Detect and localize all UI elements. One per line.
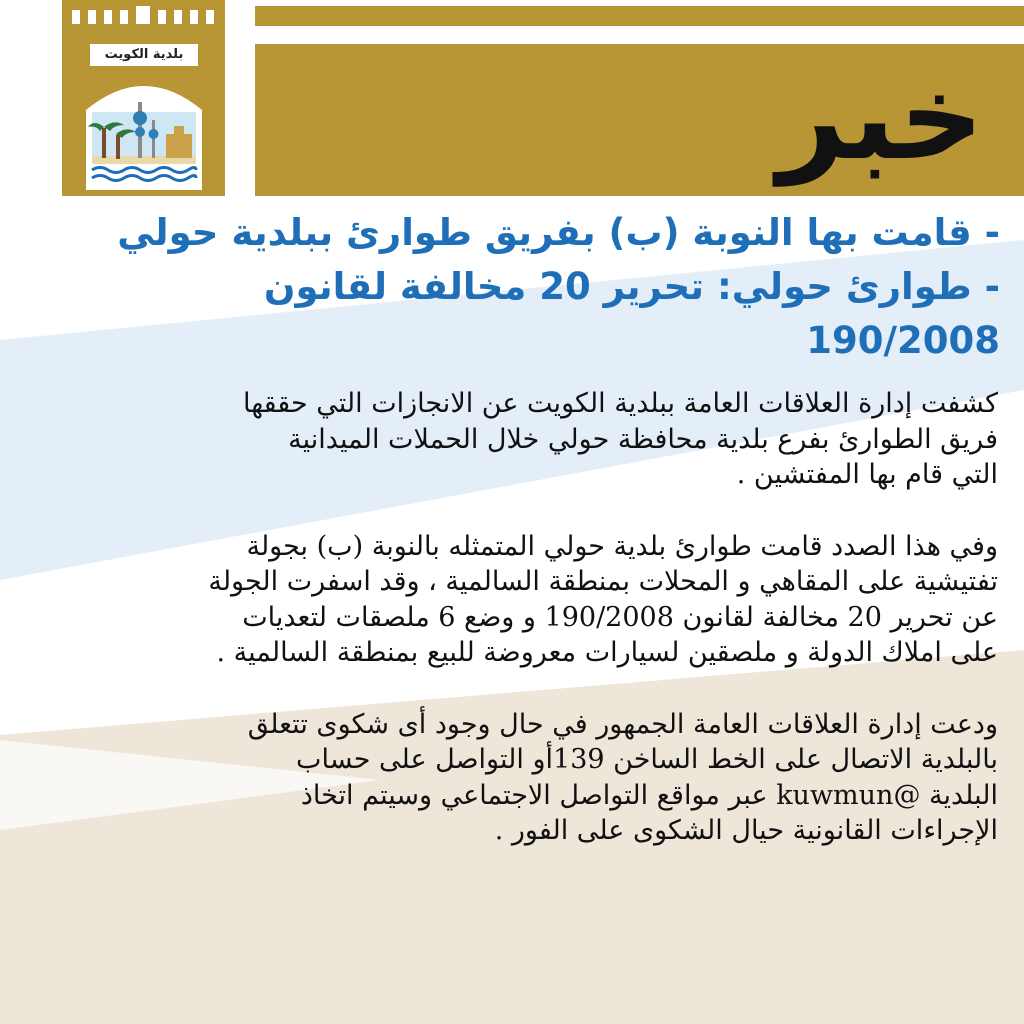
header-top-bar — [255, 6, 1024, 26]
body-line: التي قام بها المفتشين . — [736, 459, 998, 490]
logo-name-label: بلدية الكويت — [90, 44, 198, 66]
headline — [10, 206, 1000, 368]
headline-line: 190/2008 — [806, 319, 1000, 362]
kuwait-towers-icon — [82, 72, 206, 190]
body-line: كشفت إدارة العلاقات العامة ببلدية الكويت عن الانجازات التي حققها — [242, 388, 998, 419]
body-line: على املاك الدولة و ملصقين لسيارات معروضة للبيع بمنطقة السالمية . — [216, 637, 998, 668]
headline-line: - طوارئ حولي: تحرير 20 مخالفة لقانون — [263, 265, 1000, 308]
news-badge-title: خبر — [777, 48, 984, 186]
headline-line: - قامت بها النوبة (ب) بفريق طوارئ ببلدية حولي — [117, 211, 1000, 254]
paragraph-contact — [18, 707, 998, 849]
body-line: بالبلدية الاتصال على الخط الساخن 139أو التواصل على حساب — [296, 744, 998, 775]
body-line: الإجراءات القانونية حيال الشكوى على الفور . — [494, 815, 998, 846]
body-line: فريق الطوارئ بفرع بلدية محافظة حولي خلال الحملات الميدانية — [288, 423, 998, 455]
body-line: عن تحرير 20 مخالفة لقانون 190/2008 و وضع 6 ملصقات لتعديات — [242, 601, 998, 633]
logo-crenellation — [62, 4, 225, 34]
paragraph-intro — [18, 386, 998, 493]
body-line: وفي هذا الصدد قامت طوارئ بلدية حولي المتمثله بالنوبة (ب) بجولة — [246, 530, 998, 562]
body-line: البلدية @kuwmun عبر مواقع التواصل الاجتماعي وسيتم اتخاذ — [300, 779, 998, 811]
body-line: تفتيشية على المقاهي و المحلات بمنطقة السالمية ، وقد اسفرت الجولة — [208, 566, 998, 597]
paragraph-inspection — [18, 529, 998, 671]
kuwait-municipality-logo — [62, 0, 225, 196]
body-line: ودعت إدارة العلاقات العامة الجمهور في حال وجود أى شكوى تتعلق — [247, 708, 998, 740]
article-body — [18, 386, 998, 885]
